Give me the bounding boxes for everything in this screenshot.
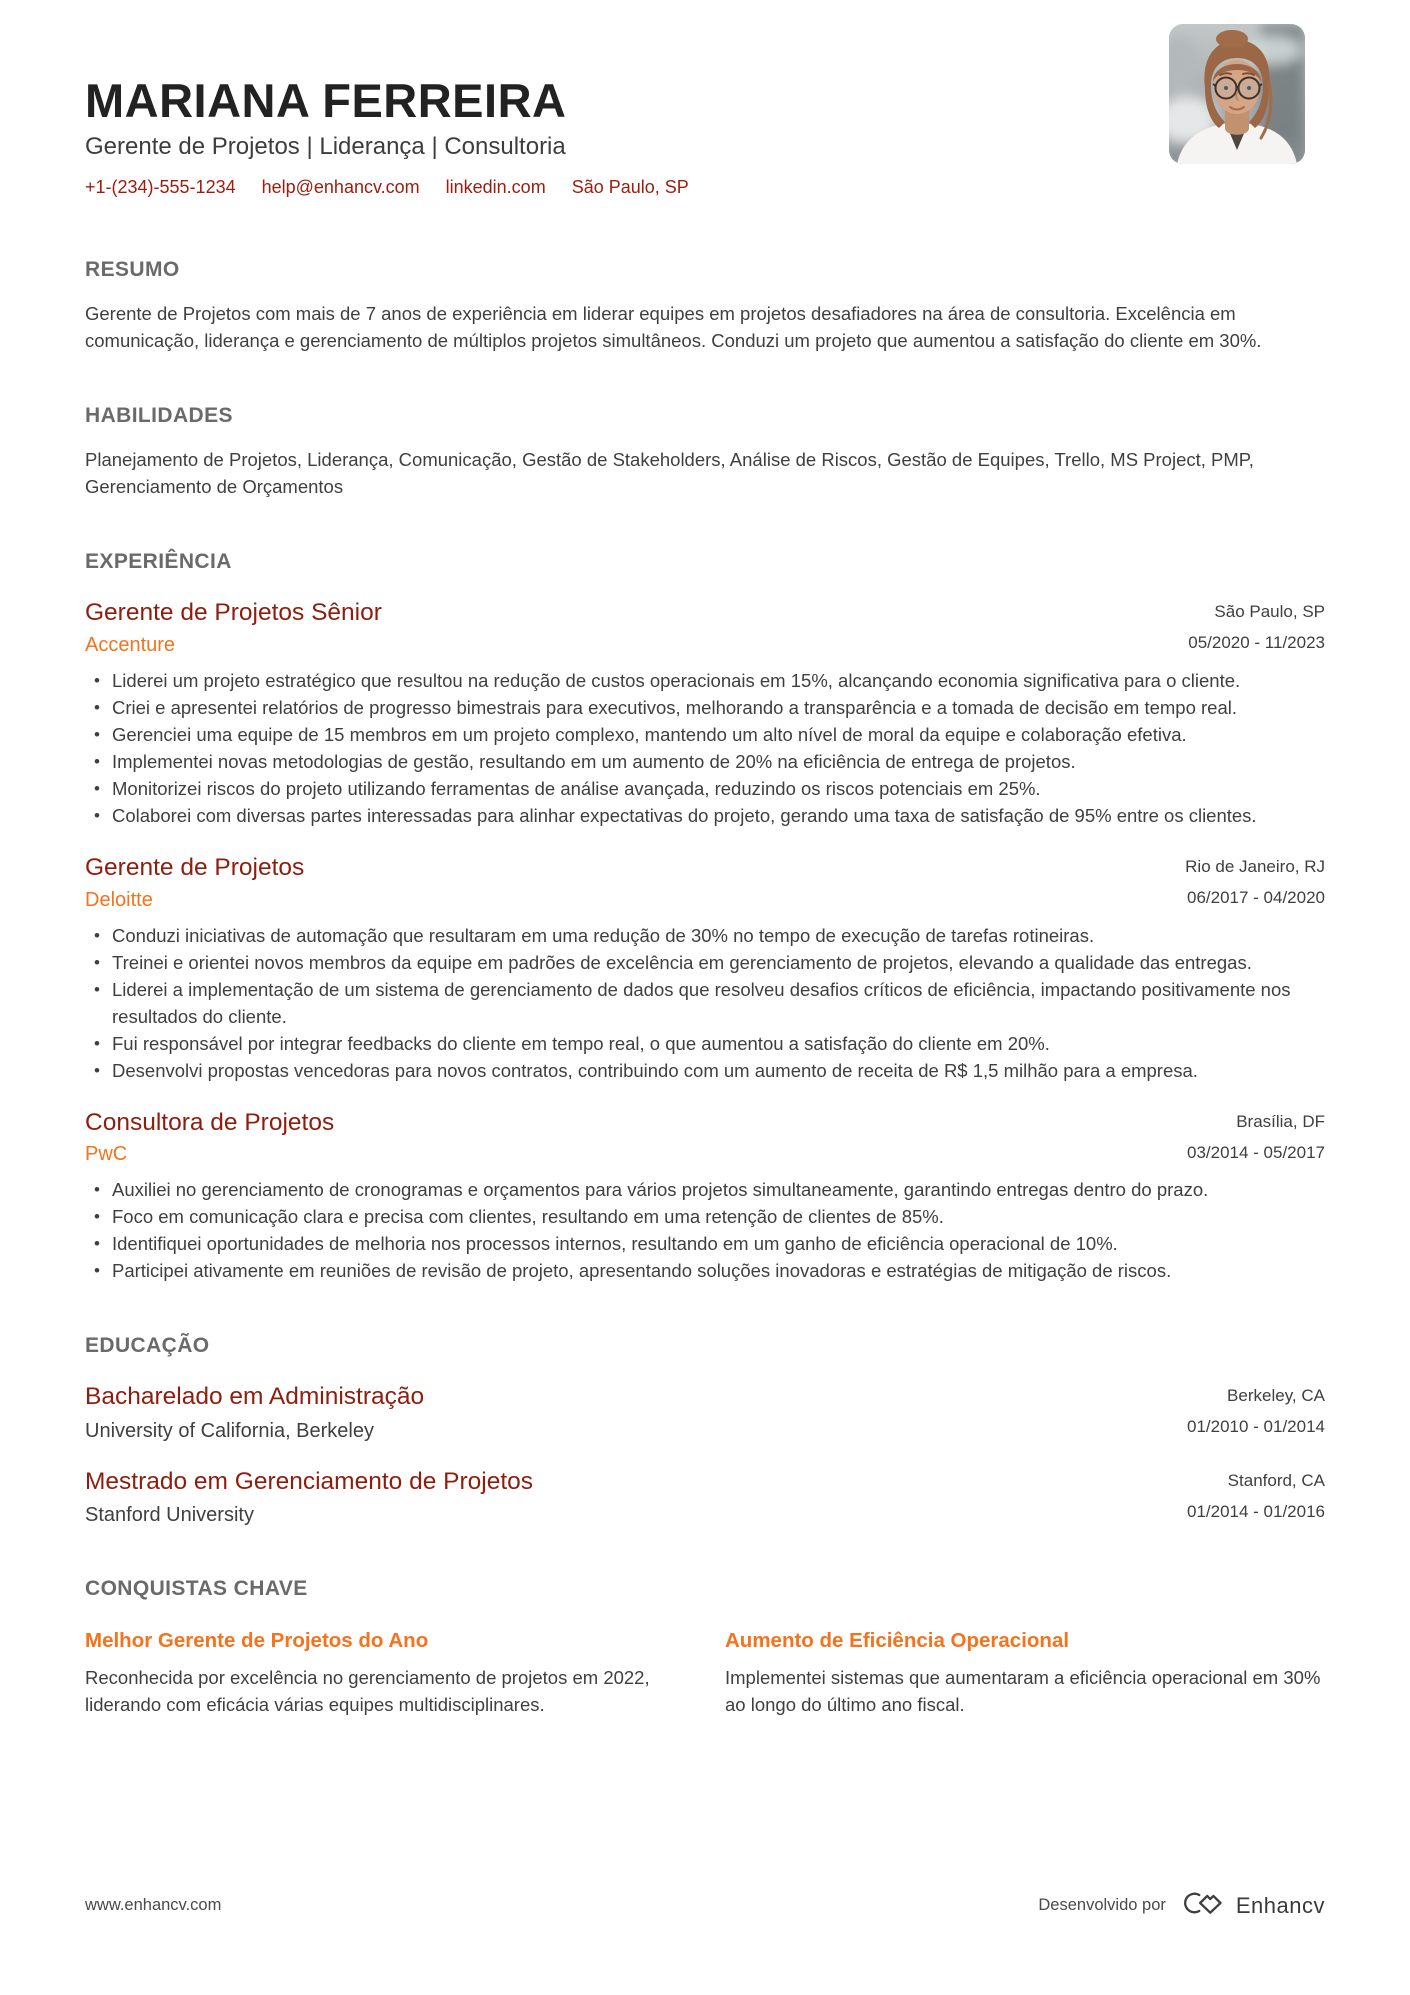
degree-location: Stanford, CA [1227,1470,1325,1490]
job-dates: 03/2014 - 05/2017 [1186,1142,1325,1162]
job-bullet: • Fui responsável por integrar feedbacks do cliente em tempo real, o que aumentou a satisfação do cliente em 20%. [85,1030,1325,1057]
job-list [85,598,1325,1284]
degree-dates: 01/2014 - 01/2016 [1186,1501,1325,1521]
job-entry-left [85,853,304,912]
job-bullet-list [85,922,1325,1084]
job-entry-head [85,853,1325,912]
section-educacao [85,1334,1325,1527]
section-conquistas [85,1577,1325,1718]
job-entry-left [85,598,382,657]
degree-dates: 01/2010 - 01/2014 [1186,1417,1325,1437]
job-bullet: • Criei e apresentei relatórios de progresso bimestrais para executivos, melhorando a transparência e a tomada de decisão em tempo real. [85,694,1325,721]
job-bullet: • Treinei e orientei novos membros da equipe em padrões de excelência em gerenciamento de projetos, elevando a qualidade das entregas. [85,949,1325,976]
section-resumo [85,258,1325,354]
job-entry-head [85,598,1325,657]
job-bullet: • Desenvolvi propostas vencedoras para novos contratos, contribuindo com um aumento de receita de R$ 1,5 milhão para a empresa. [85,1057,1325,1084]
job-location: Brasília, DF [1236,1111,1325,1131]
section-heading-educacao: EDUCAÇÃO [85,1334,210,1358]
job-company: Accenture [85,633,176,656]
job-bullet: • Auxiliei no gerenciamento de cronogramas e orçamentos para vários projetos simultaneamente, garantindo entregas dentro do prazo. [85,1176,1325,1203]
job-bullet: • Foco em comunicação clara e precisa com clientes, resultando em uma retenção de clientes de 85%. [85,1203,1325,1230]
job-bullet: • Liderei a implementação de um sistema de gerenciamento de dados que resolveu desafios críticos de eficiência, impactando positivamente nos resultados do cliente. [85,976,1325,1030]
achievement-text: Reconhecida por excelência no gerenciamento de projetos em 2022, liderando com eficácia várias equipes multidisciplinares. [85,1667,650,1716]
job-title: Consultora de Projetos [85,1108,335,1136]
resumo-text: Gerente de Projetos com mais de 7 anos de experiência em liderar equipes em projetos desafiadores na área de consultoria. Excelência em comunicação, liderança e gerenciamento de múltiplos projetos simultâneos. Conduzi um projeto que aumentou a satisfação do cliente em 30%. [85,303,1262,352]
job-bullet: • Conduzi iniciativas de automação que resultaram em uma redução de 30% no tempo de execução de tarefas rotineiras. [85,922,1325,949]
footer-brand-name[interactable]: Enhancv [1235,1892,1325,1918]
degree-meta [1187,1467,1325,1522]
degree-location: Berkeley, CA [1227,1386,1325,1406]
achievement-title: Aumento de Eficiência Operacional [725,1629,1070,1653]
section-heading-habilidades: HABILIDADES [85,404,233,428]
job-meta [1185,853,1325,908]
job-entry [85,1108,1325,1285]
achievement-list [85,1607,1325,1718]
job-entry-head [85,1108,1325,1167]
achievement-text: Implementei sistemas que aumentaram a eficiência operacional em 30% ao longo do último ano fiscal. [725,1667,1321,1716]
job-bullet-list [85,667,1325,829]
contact-location: São Paulo, SP [571,177,689,198]
degree-entry-left [85,1382,424,1443]
achievement-item [85,1629,685,1718]
section-heading-conquistas: CONQUISTAS CHAVE [85,1577,308,1601]
footer-brand [1038,1888,1325,1923]
achievement-item [725,1629,1325,1718]
candidate-headline: Gerente de Projetos | Liderança | Consultoria [85,133,566,161]
job-location: São Paulo, SP [1214,602,1325,622]
job-meta [1188,598,1325,653]
degree-school: Stanford University [85,1504,254,1527]
degree-entry [85,1467,1325,1528]
degree-list [85,1382,1325,1527]
section-heading-resumo: RESUMO [85,258,180,282]
job-company: Deloitte [85,888,153,911]
degree-entry [85,1382,1325,1443]
contact-row [85,177,1325,198]
job-dates: 05/2020 - 11/2023 [1188,633,1325,653]
job-title: Gerente de Projetos Sênior [85,599,382,627]
degree-entry-head [85,1467,1325,1528]
job-bullet: • Implementei novas metodologias de gestão, resultando em um aumento de 20% na eficiência de entrega de projetos. [85,748,1325,775]
degree-entry-head [85,1382,1325,1443]
section-habilidades [85,404,1325,500]
profile-photo [1169,24,1305,164]
degree-title: Bacharelado em Administração [85,1383,425,1411]
job-entry-left [85,1108,334,1167]
degree-entry-left [85,1467,533,1528]
job-location: Rio de Janeiro, RJ [1185,856,1325,876]
enhancv-logo-icon [1178,1888,1224,1923]
footer-developed-by: Desenvolvido por [1038,1896,1166,1914]
job-bullet: • Gerenciei uma equipe de 15 membros em um projeto complexo, mantendo um alto nível de moral da equipe e colaboração efetiva. [85,721,1325,748]
job-dates: 06/2017 - 04/2020 [1186,887,1325,907]
degree-school: University of California, Berkeley [85,1419,374,1442]
section-experiencia [85,550,1325,1284]
job-bullet-list [85,1176,1325,1284]
job-bullet: • Monitorizei riscos do projeto utilizando ferramentas de análise avançada, reduzindo os riscos potenciais em 25%. [85,775,1325,802]
achievement-title: Melhor Gerente de Projetos do Ano [85,1629,429,1653]
habilidades-text: Planejamento de Projetos, Liderança, Comunicação, Gestão de Stakeholders, Análise de Riscos, Gestão de Equipes, Trello, MS Project, PMP, Gerenciamento de Orçamentos [85,449,1254,498]
degree-meta [1187,1382,1325,1437]
contact-email[interactable]: help@enhancv.com [261,177,420,198]
degree-title: Mestrado em Gerenciamento de Projetos [85,1467,534,1495]
job-entry [85,853,1325,1084]
header [85,0,1325,198]
job-meta [1187,1108,1325,1163]
job-entry [85,598,1325,829]
job-company: PwC [85,1143,128,1166]
footer-website-link[interactable]: www.enhancv.com [85,1896,222,1914]
contact-phone[interactable]: +1-(234)-555-1234 [85,177,236,198]
contact-link[interactable]: linkedin.com [445,177,546,198]
candidate-name: MARIANA FERREIRA [85,74,567,127]
job-bullet: • Identifiquei oportunidades de melhoria nos processos internos, resultando em um ganho de eficiência operacional de 10%. [85,1230,1325,1257]
job-bullet: • Participei ativamente em reuniões de revisão de projeto, apresentando soluções inovadoras e estratégias de mitigação de riscos. [85,1257,1325,1284]
job-title: Gerente de Projetos [85,853,305,881]
job-bullet: • Colaborei com diversas partes interessadas para alinhar expectativas do projeto, gerando uma taxa de satisfação de 95% entre os clientes. [85,802,1325,829]
job-bullet: • Liderei um projeto estratégico que resultou na redução de custos operacionais em 15%, alcançando economia significativa para o cliente. [85,667,1325,694]
footer [85,1888,1325,1923]
section-heading-experiencia: EXPERIÊNCIA [85,550,232,574]
